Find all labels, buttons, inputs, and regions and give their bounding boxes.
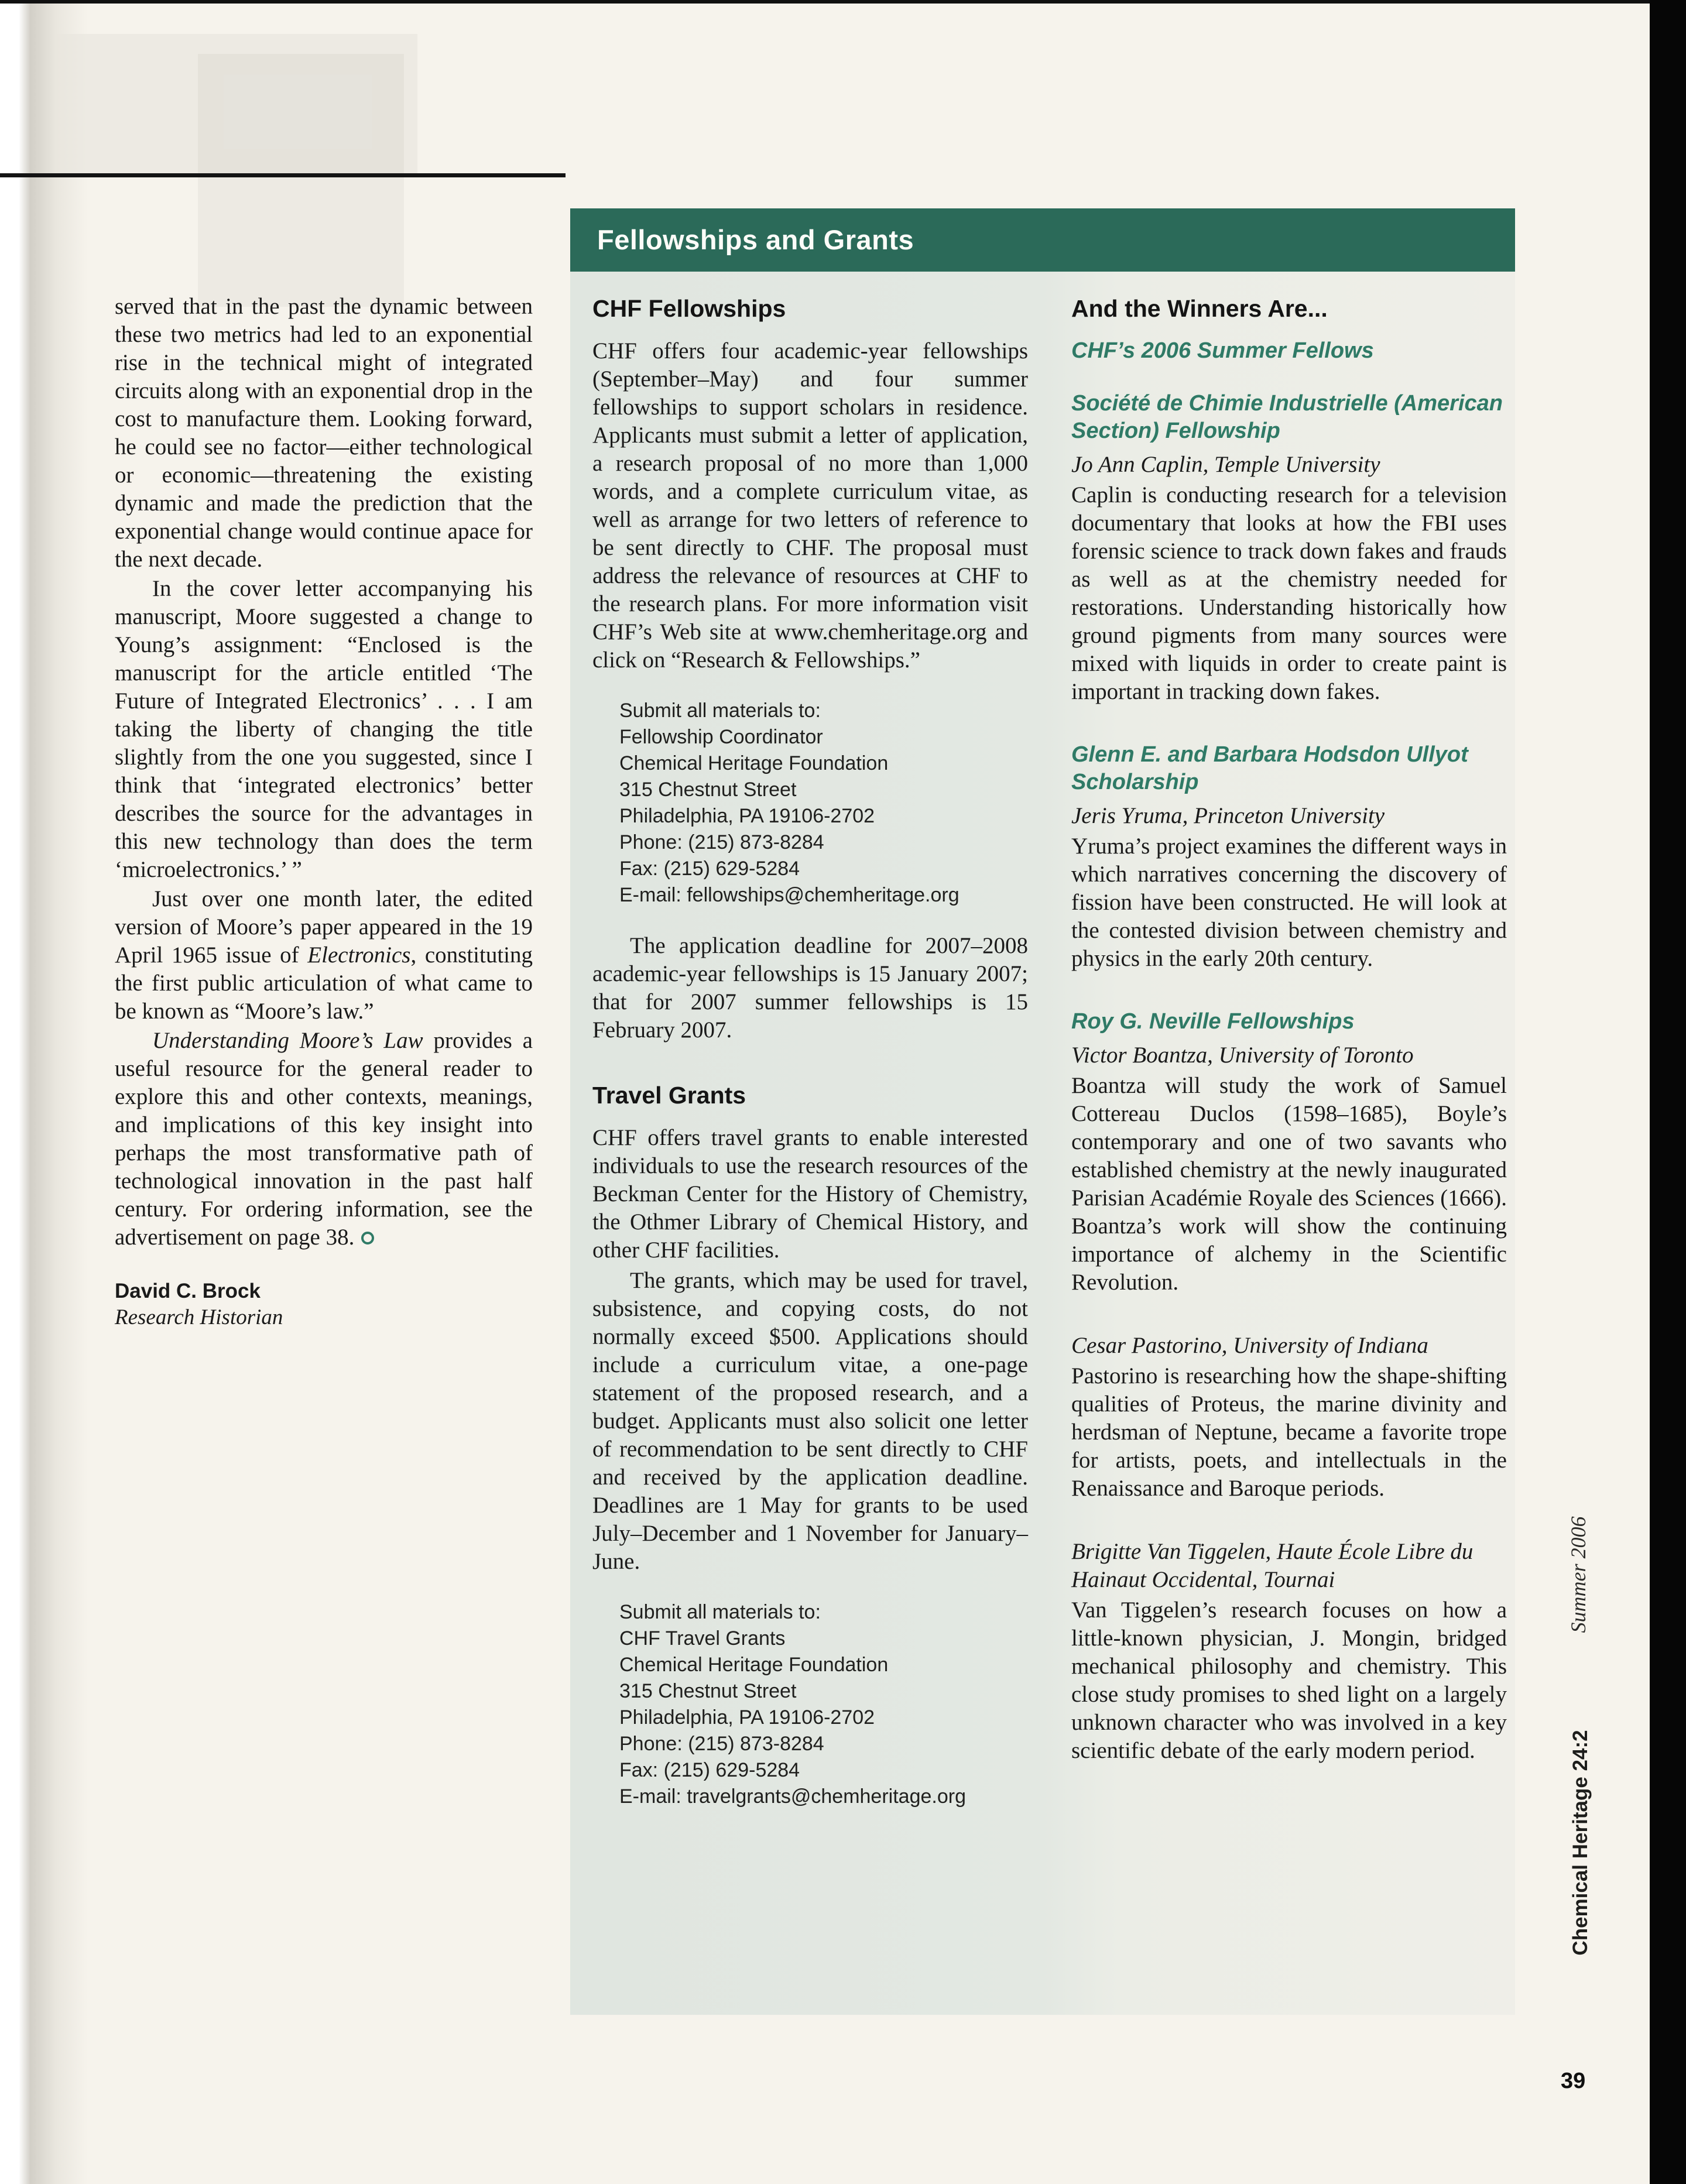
- fellow-description: Caplin is conducting research for a television documentary that looks at how the FBI uses forensic science to track down fakes and frauds as well as at the chemistry needed for restorations. Understanding historically how ground pigments from many sources were mixed with liquids in order to create paint is important in tracking down fakes.: [1071, 482, 1507, 704]
- article-paragraph: served that in the past the dynamic between these two metrics had led to an exponential rise in the technical might of integrated circuits along with an exponential drop in the cost to manufacture them. Looking forward, he could see no factor—either technological or economic—threatening the existing dynamic and made the prediction that the exponential change would continue apace for the next decade.: [115, 294, 533, 572]
- address-line: E-mail: travelgrants@chemheritage.org: [619, 1785, 966, 1808]
- travel-address-block: [619, 1599, 1028, 1810]
- article-column: [115, 293, 533, 1331]
- fellow-name: Victor Boantza, University of Toronto: [1071, 1043, 1414, 1068]
- fellow-description: Van Tiggelen’s research focuses on how a little-known physician, J. Mongin, bridged mechanical philosophy and chemistry. This close study promises to shed light on a largely unknown character who was involved in a key scientific debate of the early modern period.: [1071, 1597, 1507, 1763]
- fellow-name: Brigitte Van Tiggelen, Haute École Libre du Hainaut Occidental, Tournai: [1071, 1539, 1473, 1592]
- winners-column: [1071, 294, 1507, 1765]
- address-line: Fax: (215) 629-5284: [619, 858, 800, 880]
- end-of-article-mark: [361, 1232, 374, 1244]
- address-line: Chemical Heritage Foundation: [619, 1654, 889, 1676]
- fellow-name: Jeris Yruma, Princeton University: [1071, 803, 1385, 828]
- travel-paragraph: The grants, which may be used for travel, subsistence, and copying costs, do not normally exceed $500. Applications should include a curriculum vitae, a one-page statement of the proposed research, and a budget. Applicants must also solicit one letter of recommendation to be sent directly to CHF and received by the application deadline. Deadlines are 1 May for grants to be used July–December and 1 November for January–June.: [592, 1268, 1028, 1574]
- article-paragraph: Just over one month later, the edited version of Moore’s paper appeared in the 19 April 1965 issue of Electronics, constituting the first public articulation of what came to be known as “Moore’s law.”: [115, 886, 533, 1024]
- address-line: Chemical Heritage Foundation: [619, 752, 889, 774]
- scan-right-edge: [1650, 0, 1686, 2184]
- winner-entry: [1071, 390, 1507, 706]
- article-paragraph-text: Understanding Moore’s Law provides a useful resource for the general reader to explore this and other contexts, meanings, and implications of this key insight into perhaps the most transformative path of technological innovation in the past half century. For ordering information, see the advertisement on page 38.: [115, 1028, 533, 1250]
- winners-heading: And the Winners Are...: [1071, 295, 1328, 322]
- fellow-name: Cesar Pastorino, University of Indiana: [1071, 1333, 1428, 1358]
- binding-gutter-shadow: [0, 0, 88, 2184]
- spine-journal-title: Chemical Heritage 24:2: [1569, 1730, 1592, 1956]
- box-banner-title: Fellowships and Grants: [570, 208, 1515, 272]
- page-number: 39: [1561, 2069, 1586, 2093]
- byline-role: Research Historian: [115, 1305, 283, 1329]
- fellow-name: Jo Ann Caplin, Temple University: [1071, 452, 1380, 477]
- travel-grants-heading: Travel Grants: [592, 1082, 746, 1109]
- article-paragraph: [115, 1027, 533, 1252]
- winner-entry: [1071, 741, 1507, 973]
- spine-issue-date: Summer 2006: [1567, 1516, 1590, 1633]
- address-line: Philadelphia, PA 19106-2702: [619, 1706, 875, 1729]
- address-line: Phone: (215) 873-8284: [619, 1733, 824, 1755]
- fellowships-column: [592, 294, 1028, 1833]
- award-title: Glenn E. and Barbara Hodsdon Ullyot Scholarship: [1071, 742, 1468, 794]
- address-line: Fax: (215) 629-5284: [619, 1759, 800, 1781]
- address-line: Submit all materials to:: [619, 700, 821, 722]
- page-top-rule: [0, 173, 566, 177]
- winner-entry: [1071, 1538, 1507, 1765]
- address-line: Philadelphia, PA 19106-2702: [619, 805, 875, 827]
- address-line: Submit all materials to:: [619, 1601, 821, 1623]
- award-title: Roy G. Neville Fellowships: [1071, 1009, 1355, 1034]
- address-line: 315 Chestnut Street: [619, 1680, 797, 1702]
- fellow-description: Boantza will study the work of Samuel Cottereau Duclos (1598–1685), Boyle’s contemporary and one of two savants who established chemistry at the newly inaugurated Parisian Académie Royale des Sciences (1666). Boantza’s work will show the continuing importance of alchemy in the Scientific Revolution.: [1071, 1073, 1507, 1295]
- fellow-description: Pastorino is researching how the shape-shifting qualities of Proteus, the marine divinity and herdsman of Neptune, became a favorite trope for artists, poets, and intellectuals in the Renaissance and Baroque periods.: [1071, 1363, 1507, 1501]
- award-title: Société de Chimie Industrielle (American Section) Fellowship: [1071, 391, 1503, 443]
- fellowships-box: [570, 208, 1515, 2015]
- fellowships-address-block: [619, 698, 1028, 908]
- address-line: CHF Travel Grants: [619, 1627, 786, 1650]
- bleedthrough-ghost: [198, 54, 404, 307]
- winner-entry: [1071, 1008, 1507, 1297]
- byline-author: David C. Brock: [115, 1280, 261, 1302]
- winner-entry: [1071, 1332, 1507, 1503]
- fellow-description: Yruma’s project examines the different ways in which narratives concerning the discovery of fission have been constructed. He will look at the contested division between chemistry and physics in the early 20th century.: [1071, 834, 1507, 971]
- fellowships-paragraph: CHF offers four academic-year fellowships (September–May) and four summer fellowships to support scholars in residence. Applicants must submit a letter of application, a research proposal of no more than 1,000 words, and a complete curriculum vitae, as well as arrange for two letters of reference to be sent directly to CHF. The proposal must address the relevance of resources at CHF to the research plans. For more information visit CHF’s Web site at www.chemheritage.org and click on “Research & Fellowships.”: [592, 338, 1028, 673]
- address-line: E-mail: fellowships@chemheritage.org: [619, 884, 959, 906]
- address-line: Phone: (215) 873-8284: [619, 831, 824, 853]
- address-line: 315 Chestnut Street: [619, 779, 797, 801]
- address-line: Fellowship Coordinator: [619, 726, 823, 748]
- travel-paragraph: CHF offers travel grants to enable interested individuals to use the research resources of the Beckman Center for the History of Chemistry, the Othmer Library of Chemical History, and other CHF facilities.: [592, 1125, 1028, 1263]
- scan-top-edge: [0, 0, 1651, 4]
- winners-subheading: CHF’s 2006 Summer Fellows: [1071, 338, 1374, 363]
- article-paragraph: In the cover letter accompanying his manuscript, Moore suggested a change to Young’s assignment: “Enclosed is the manuscript for the article entitled ‘The Future of Integrated Electronics’ . . . I am taking the liberty of changing the title slightly from the one you suggested, since I think that ‘integrated electronics’ better describes the source for the advantages in this new technology than does the term ‘microelectronics.’ ”: [115, 576, 533, 882]
- fellowships-deadline-paragraph: The application deadline for 2007–2008 academic-year fellowships is 15 January 2007; that for 2007 summer fellowships is 15 February 2007.: [592, 933, 1028, 1043]
- chf-fellowships-heading: CHF Fellowships: [592, 295, 786, 322]
